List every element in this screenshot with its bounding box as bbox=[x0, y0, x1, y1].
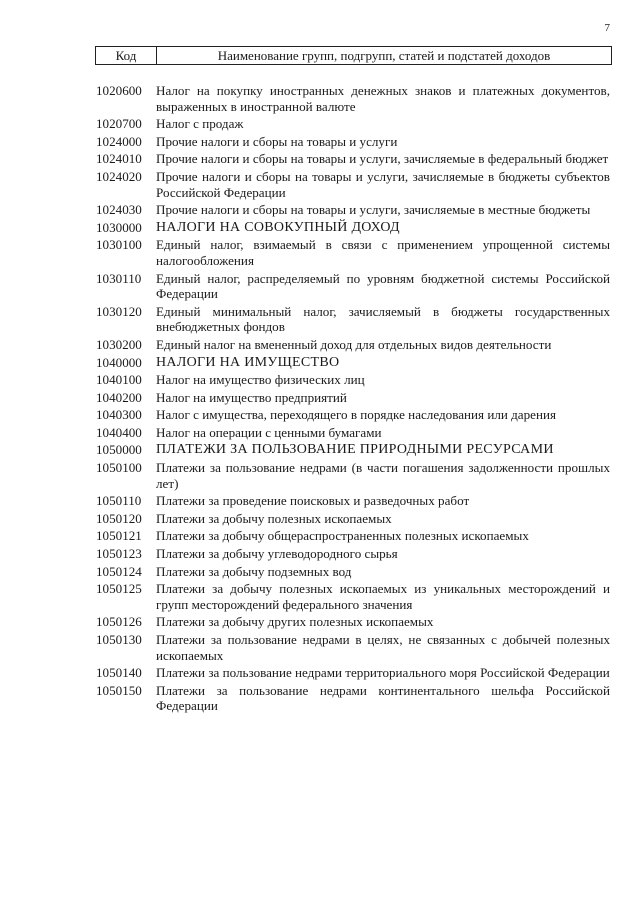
row-code: 1050000 bbox=[96, 442, 142, 458]
row-code: 1050125 bbox=[96, 581, 142, 597]
row-code: 1030200 bbox=[96, 336, 142, 352]
table-row bbox=[96, 614, 610, 630]
row-code: 1030110 bbox=[96, 270, 142, 286]
table-row bbox=[96, 220, 610, 236]
table-row bbox=[96, 337, 610, 353]
row-name: Налог с продаж bbox=[156, 116, 244, 132]
table-row bbox=[96, 511, 610, 527]
row-code: 1050123 bbox=[96, 546, 142, 562]
row-name: Платежи за добычу углеводородного сырья bbox=[156, 546, 398, 562]
row-name: НАЛОГИ НА ИМУЩЕСТВО bbox=[156, 354, 340, 370]
row-name: Платежи за пользование недрами территориального моря Российской Федерации bbox=[156, 665, 610, 681]
row-code: 1050110 bbox=[96, 493, 142, 509]
table-row bbox=[96, 271, 610, 302]
row-code: 1040100 bbox=[96, 372, 142, 388]
row-name: Прочие налоги и сборы на товары и услуги, зачисляемые в бюджеты субъектов Российской Федерации bbox=[156, 168, 610, 200]
table-row bbox=[96, 407, 610, 423]
table-header bbox=[95, 46, 612, 65]
row-code: 1024000 bbox=[96, 133, 142, 149]
row-code: 1040200 bbox=[96, 389, 142, 405]
table-row bbox=[96, 528, 610, 544]
row-code: 1040000 bbox=[96, 354, 142, 370]
row-code: 1024030 bbox=[96, 202, 142, 218]
header-name-column: Наименование групп, подгрупп, статей и подстатей доходов bbox=[217, 48, 551, 63]
table-row bbox=[96, 237, 610, 268]
row-name: НАЛОГИ НА СОВОКУПНЫЙ ДОХОД bbox=[156, 219, 400, 235]
row-code: 1050150 bbox=[96, 682, 142, 698]
table-row bbox=[96, 134, 610, 150]
row-code: 1040400 bbox=[96, 424, 142, 440]
table-row bbox=[96, 632, 610, 663]
row-name: Единый налог, взимаемый в связи с применением упрощенной системы налогообложения bbox=[156, 237, 610, 268]
table-row bbox=[96, 355, 610, 371]
row-code: 1050121 bbox=[96, 528, 142, 544]
row-name: Прочие налоги и сборы на товары и услуги, зачисляемые в федеральный бюджет bbox=[156, 151, 609, 167]
row-code: 1050120 bbox=[96, 510, 142, 526]
row-name: Платежи за добычу полезных ископаемых bbox=[156, 510, 392, 526]
table-row bbox=[96, 202, 610, 218]
table-row bbox=[96, 304, 610, 335]
table-row bbox=[96, 581, 610, 612]
header-code-column: Код bbox=[96, 47, 157, 64]
row-name: Единый налог на вмененный доход для отдельных видов деятельности bbox=[156, 336, 552, 352]
row-name: Платежи за добычу других полезных ископаемых bbox=[156, 614, 434, 630]
row-name: Платежи за пользование недрами (в части погашения задолженности прошлых лет) bbox=[156, 460, 610, 491]
row-code: 1050124 bbox=[96, 563, 142, 579]
table-row bbox=[96, 390, 610, 406]
row-code: 1050126 bbox=[96, 614, 142, 630]
row-name: ПЛАТЕЖИ ЗА ПОЛЬЗОВАНИЕ ПРИРОДНЫМИ РЕСУРСАМИ bbox=[156, 442, 554, 458]
row-name: Платежи за добычу общераспространенных полезных ископаемых bbox=[156, 528, 529, 544]
page-number: 7 bbox=[604, 22, 610, 34]
table-row bbox=[96, 665, 610, 681]
table-row bbox=[96, 372, 610, 388]
table-row bbox=[96, 116, 610, 132]
row-name: Прочие налоги и сборы на товары и услуги bbox=[156, 133, 398, 149]
table-row bbox=[96, 683, 610, 714]
table-row bbox=[96, 151, 610, 167]
row-name: Налог на операции с ценными бумагами bbox=[156, 424, 382, 440]
row-name: Налог на имущество предприятий bbox=[156, 389, 347, 405]
row-name: Платежи за проведение поисковых и разведочных работ bbox=[156, 493, 470, 509]
row-name: Платежи за пользование недрами в целях, не связанных с добычей полезных ископаемых bbox=[156, 632, 610, 663]
row-name: Платежи за добычу подземных вод bbox=[156, 563, 352, 579]
row-code: 1030120 bbox=[96, 303, 142, 319]
table-row bbox=[96, 546, 610, 562]
table-row bbox=[96, 169, 610, 200]
row-code: 1024020 bbox=[96, 168, 142, 184]
table-row bbox=[96, 460, 610, 491]
row-code: 1030000 bbox=[96, 219, 142, 235]
row-name: Налог с имущества, переходящего в порядке наследования или дарения bbox=[156, 407, 557, 423]
row-code: 1040300 bbox=[96, 407, 142, 423]
row-name: Налог на покупку иностранных денежных знаков и платежных документов, выраженных в иностранной валюте bbox=[156, 83, 610, 114]
row-code: 1030100 bbox=[96, 237, 142, 253]
table-row bbox=[96, 442, 610, 458]
row-code: 1050100 bbox=[96, 460, 142, 476]
row-code: 1020600 bbox=[96, 83, 142, 98]
row-name: Прочие налоги и сборы на товары и услуги, зачисляемые в местные бюджеты bbox=[156, 202, 591, 218]
table-row bbox=[96, 83, 610, 114]
row-name: Платежи за добычу полезных ископаемых из уникальных месторождений и групп месторождений федерального значения bbox=[156, 581, 610, 612]
row-name: Платежи за пользование недрами континентального шельфа Российской Федерации bbox=[156, 682, 610, 714]
row-name: Единый минимальный налог, зачисляемый в бюджеты государственных внебюджетных фондов bbox=[156, 303, 610, 335]
row-name: Единый налог, распределяемый по уровням бюджетной системы Российской Федерации bbox=[156, 270, 610, 302]
table-row bbox=[96, 425, 610, 441]
row-code: 1020700 bbox=[96, 116, 142, 132]
row-code: 1024010 bbox=[96, 151, 142, 167]
table-row bbox=[96, 564, 610, 580]
income-classification-list bbox=[96, 83, 610, 716]
table-row bbox=[96, 493, 610, 509]
row-name: Налог на имущество физических лиц bbox=[156, 372, 365, 388]
row-code: 1050130 bbox=[96, 632, 142, 647]
row-code: 1050140 bbox=[96, 665, 142, 681]
